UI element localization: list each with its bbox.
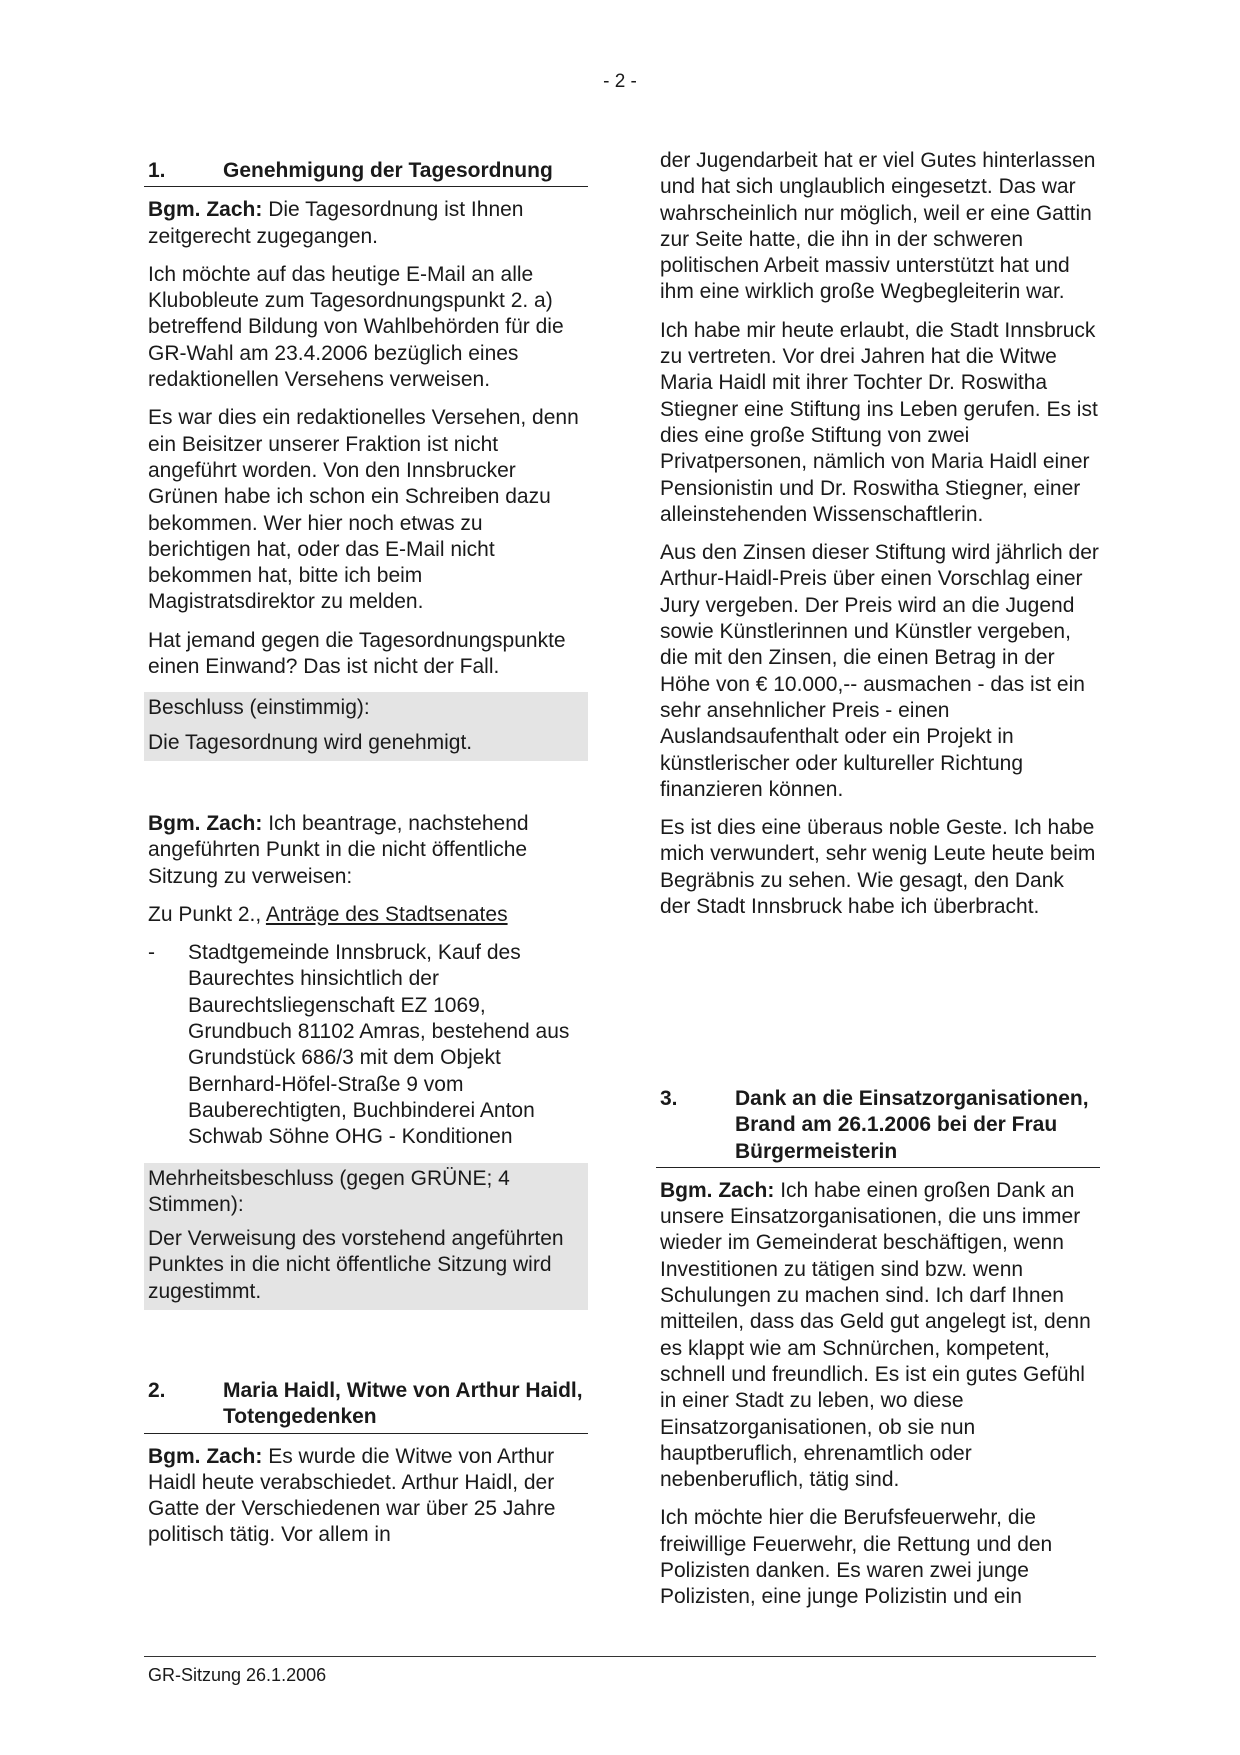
footer-divider (144, 1656, 1096, 1657)
paragraph (148, 811, 588, 890)
section-number: 2. (148, 1378, 166, 1402)
agenda-point-title: Anträge des Stadtsenates (265, 902, 508, 926)
decision-text: Der Verweisung des vorstehend angeführten Punktes in die nicht öffentliche Sitzung wird zugestimmt. (148, 1227, 564, 1303)
speaker-name: Bgm. Zach: (148, 1444, 263, 1468)
agenda-point (148, 902, 588, 928)
paragraph-continuation: der Jugendarbeit hat er viel Gutes hinterlassen und hat sich unglaublich eingesetzt. Das war wahrscheinlich nur möglich, weil er eine Gattin zur Seite hatte, die ihn in der schweren politischen Arbeit massiv unterstützt hat und ihm eine wirklich große Wegbegleiterin war. (660, 149, 1096, 304)
paragraph-text: Ich habe einen großen Dank an unsere Einsatzorganisationen, die uns immer wieder im Gemeinderat beschäftigen, wenn Investitionen zu tätigen sind bzw. wenn Schulungen zu machen sind. Ich darf Ihnen mitteilen, dass das Geld gut angelegt ist, denn es klappt wie am Schnürchen, kompetent, schnell und freundlich. Es ist ein gutes Gefühl in einer Stadt zu leben, wo diese Einsatzorganisationen, ob sie nun hauptberuflich, ehrenamtlich oder nebenberuflich, tätig sind. (660, 1178, 1091, 1492)
decision-label: Mehrheitsbeschluss (gegen GRÜNE; 4 Stimmen): (148, 1166, 510, 1216)
paragraph (148, 1444, 588, 1549)
bullet-dash: - (148, 941, 155, 965)
paragraph: Aus den Zinsen dieser Stiftung wird jährlich der Arthur-Haidl-Preis über einen Vorschlag einer Jury vergeben. Der Preis wird an die Jugend sowie Künstlerinnen und Künstler vergeben, die mit den Zinsen, die einen Betrag in der Höhe von € 10.000,-- ausmachen - das ist ein sehr ansehnlicher Preis - einen Auslandsaufenthalt oder ein Projekt in künstlerischer oder kultureller Richtung finanzieren können. (660, 541, 1099, 801)
right-column-lower (656, 1086, 1100, 1623)
paragraph: Es war dies ein redaktionelles Versehen, denn ein Beisitzer unserer Fraktion ist nicht angeführt worden. Von den Innsbrucker Grünen habe ich schon ein Schreiben dazu bekommen. Wer hier noch etwas zu berichtigen hat, oder das E-Mail nicht bekommen hat, bitte ich beim Magistratsdirektor zu melden. (148, 406, 579, 614)
decision-box (144, 1163, 588, 1310)
paragraph: Hat jemand gegen die Tagesordnungspunkte einen Einwand? Das ist nicht der Fall. (148, 628, 566, 679)
left-column (144, 158, 588, 1561)
section-3-heading (656, 1086, 1100, 1168)
list-item (148, 940, 588, 1150)
paragraph-text: Die Tagesordnung ist Ihnen zeitgerecht zugegangen. (148, 198, 524, 248)
section-title: Maria Haidl, Witwe von Arthur Haidl, Totengedenken (223, 1378, 583, 1429)
paragraph: Es ist dies eine überaus noble Geste. Ich habe mich verwundert, sehr wenig Leute heute beim Begräbnis zu sehen. Wie gesagt, den Dank der Stadt Innsbruck habe ich überbracht. (660, 816, 1096, 919)
section-title: Genehmigung der Tagesordnung (223, 159, 553, 182)
paragraph (148, 197, 588, 250)
section-title: Dank an die Einsatzorganisationen, Brand am 26.1.2006 bei der Frau Bürgermeisterin (735, 1087, 1089, 1163)
paragraph-text: Ich beantrage, nachstehend angeführten Punkt in die nicht öffentliche Sitzung zu verweisen: (148, 811, 529, 888)
footer-text: GR-Sitzung 26.1.2006 (148, 1665, 327, 1685)
section-1-heading (144, 158, 588, 187)
paragraph: Ich habe mir heute erlaubt, die Stadt Innsbruck zu vertreten. Vor drei Jahren hat die Witwe Maria Haidl mit ihrer Tochter Dr. Roswitha Stiegner eine Stiftung ins Leben gerufen. Es ist dies eine große Stiftung von zwei Privatpersonen, nämlich von Maria Haidl einer Pensionistin und Dr. Roswitha Stiegner, einer alleinstehenden Wissenschaftlerin. (660, 318, 1098, 526)
speaker-name: Bgm. Zach: (148, 198, 263, 222)
decision-text: Die Tagesordnung wird genehmigt. (148, 730, 473, 754)
paragraph-text: Es wurde die Witwe von Arthur Haidl heute verabschiedet. Arthur Haidl, der Gatte der Verschiedenen war über 25 Jahre politisch tätig. Vor allem in (148, 1444, 556, 1547)
section-number: 3. (660, 1087, 678, 1110)
agenda-point-prefix: Zu Punkt 2., (148, 902, 266, 926)
section-2-heading (144, 1378, 588, 1434)
decision-box (144, 692, 588, 761)
paragraph: Ich möchte hier die Berufsfeuerwehr, die freiwillige Feuerwehr, die Rettung und den Polizisten danken. Es waren zwei junge Polizisten, eine junge Polizistin und ein (660, 1506, 1053, 1609)
list-item-text: Stadtgemeinde Innsbruck, Kauf des Baurechtes hinsichtlich der Baurechtsliegenschaft EZ 1069, Grundbuch 81102 Amras, bestehend aus Grundstück 686/3 mit dem Objekt Bernhard-Höfel-Straße 9 vom Bauberechtigten, Buchbinderei Anton Schwab Söhne OHG - Konditionen (188, 941, 570, 1149)
paragraph (660, 1178, 1100, 1494)
paragraph: Ich möchte auf das heutige E-Mail an alle Klubobleute zum Tagesordnungspunkt 2. a) betreffend Bildung von Wahlbehörden für die GR-Wahl am 23.4.2006 bezüglich eines redaktionellen Versehens verweisen. (148, 262, 564, 392)
decision-label: Beschluss (einstimmig): (148, 696, 370, 720)
speaker-name: Bgm. Zach: (660, 1178, 775, 1202)
speaker-name: Bgm. Zach: (148, 811, 263, 835)
page-number: - 2 - (603, 71, 637, 92)
section-number: 1. (148, 159, 166, 182)
right-column (656, 148, 1100, 932)
